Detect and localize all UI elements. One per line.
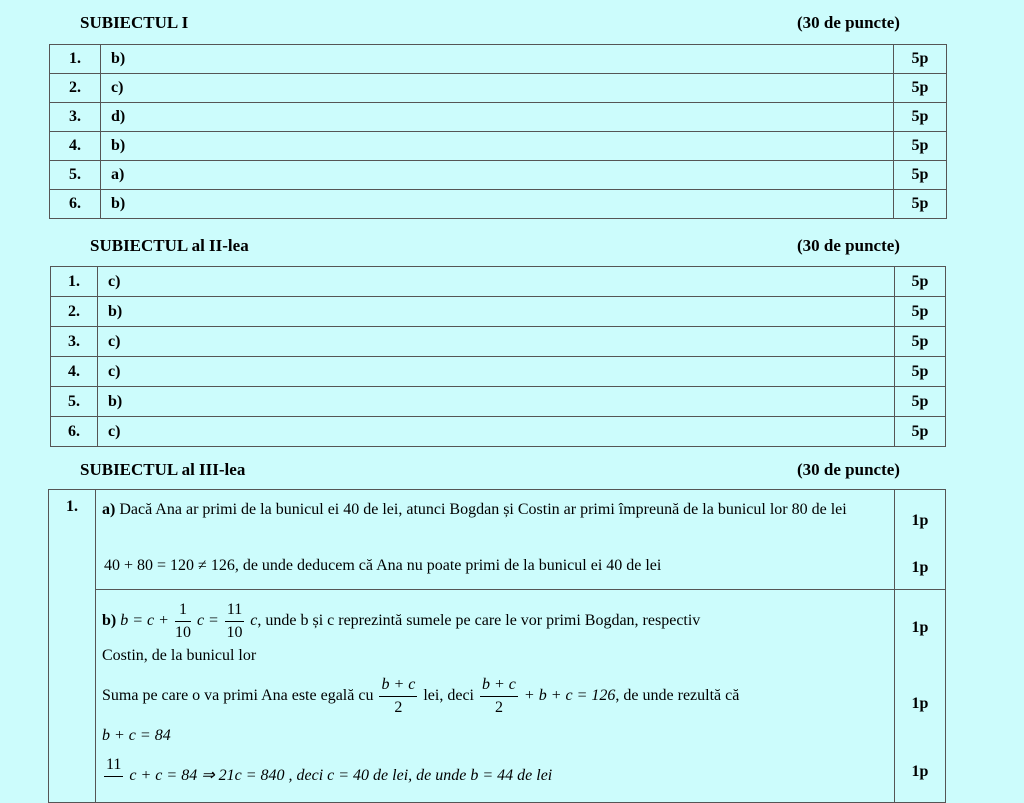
question-number: 5. bbox=[50, 161, 101, 190]
answer-points: 5p bbox=[895, 327, 946, 357]
answer-row bbox=[51, 417, 946, 447]
answer-points: 5p bbox=[894, 161, 947, 190]
section-2-title: SUBIECTUL al II-lea bbox=[90, 236, 249, 255]
answer-letter: c) bbox=[98, 417, 895, 447]
answer-letter: b) bbox=[101, 190, 894, 219]
frac1-num: 1 bbox=[175, 599, 191, 622]
answer-points: 5p bbox=[894, 45, 947, 74]
part-b-points-3: 1p bbox=[911, 763, 929, 780]
part-a-label: a) bbox=[102, 501, 116, 518]
answer-row bbox=[51, 357, 946, 387]
answer-row bbox=[50, 190, 947, 219]
answer-row bbox=[50, 103, 947, 132]
part-b-points-1: 1p bbox=[911, 619, 929, 636]
part-b-points-cell bbox=[895, 590, 946, 803]
question-number: 6. bbox=[51, 417, 98, 447]
answer-letter: c) bbox=[98, 357, 895, 387]
answer-points: 5p bbox=[894, 132, 947, 161]
answer-points: 5p bbox=[895, 297, 946, 327]
answer-row bbox=[51, 327, 946, 357]
part-a-equation: 40 + 80 = 120 ≠ 126 bbox=[104, 557, 235, 574]
answer-letter: b) bbox=[101, 45, 894, 74]
part-b-text-1: , unde b și c reprezintă sumele pe care le vor primi Bogdan, respectiv bbox=[257, 612, 701, 629]
part-b-line2-c: + b + c = 126 bbox=[523, 687, 616, 704]
answer-row bbox=[50, 132, 947, 161]
part-b-eq-mid: c = bbox=[196, 612, 219, 629]
frac2-num: 11 bbox=[225, 599, 244, 622]
answer-points: 5p bbox=[895, 267, 946, 297]
part-a-points-1: 1p bbox=[911, 512, 929, 529]
problem-number: 1. bbox=[49, 490, 96, 803]
answer-letter: c) bbox=[101, 74, 894, 103]
answer-points: 5p bbox=[894, 74, 947, 103]
answer-points: 5p bbox=[894, 103, 947, 132]
question-number: 2. bbox=[50, 74, 101, 103]
part-b-eq-end: c bbox=[250, 612, 258, 629]
answer-row bbox=[51, 297, 946, 327]
part-b-text-2: Costin, de la bunicul lor bbox=[102, 647, 257, 664]
answer-letter: b) bbox=[98, 387, 895, 417]
part-a-cell bbox=[96, 490, 895, 590]
part-b-line4: c + c = 84 ⇒ 21c = 840 , deci c = 40 de lei, de unde b = 44 de lei bbox=[129, 767, 553, 785]
part-b-line2-b: lei, deci bbox=[423, 687, 474, 704]
part-b-points-2: 1p bbox=[911, 695, 929, 712]
part-a-conclusion: , de unde deducem că Ana nu poate primi de la bunicul ei 40 de lei bbox=[234, 557, 662, 574]
part-b-line3: b + c = 84 bbox=[102, 727, 171, 744]
question-number: 6. bbox=[50, 190, 101, 219]
answer-letter: b) bbox=[98, 297, 895, 327]
section-3-points: (30 de puncte) bbox=[797, 460, 900, 479]
answer-letter: d) bbox=[101, 103, 894, 132]
section-2-table bbox=[50, 266, 946, 447]
question-number: 3. bbox=[50, 103, 101, 132]
answer-row bbox=[50, 161, 947, 190]
question-number: 1. bbox=[50, 45, 101, 74]
frac3-den: 2 bbox=[394, 698, 403, 716]
question-number: 1. bbox=[51, 267, 98, 297]
section-2-points: (30 de puncte) bbox=[797, 236, 900, 255]
question-number: 4. bbox=[50, 132, 101, 161]
answer-letter: b) bbox=[101, 132, 894, 161]
part-b-cell bbox=[96, 590, 895, 803]
frac5-num: 11 bbox=[104, 754, 123, 777]
section-3-title: SUBIECTUL al III-lea bbox=[80, 460, 246, 479]
frac3-num: b + c bbox=[379, 674, 417, 697]
answer-letter: a) bbox=[101, 161, 894, 190]
section-1-points: (30 de puncte) bbox=[797, 13, 900, 32]
answer-row bbox=[51, 267, 946, 297]
frac4-den: 2 bbox=[494, 698, 503, 716]
question-number: 5. bbox=[51, 387, 98, 417]
frac1-den: 10 bbox=[174, 623, 191, 641]
section-1-table bbox=[49, 44, 947, 219]
answer-points: 5p bbox=[895, 417, 946, 447]
answer-letter: c) bbox=[98, 267, 895, 297]
answer-row bbox=[51, 387, 946, 417]
part-b-line2-a: Suma pe care o va primi Ana este egală cu bbox=[102, 687, 374, 704]
question-number: 4. bbox=[51, 357, 98, 387]
part-b-eq-lead: b = c + bbox=[120, 612, 169, 629]
answer-points: 5p bbox=[895, 387, 946, 417]
answer-row bbox=[50, 74, 947, 103]
frac4-num: b + c bbox=[480, 674, 518, 697]
part-b-line2-d: , de unde rezultă că bbox=[615, 687, 740, 704]
part-a-points-cell bbox=[895, 490, 946, 590]
question-number: 2. bbox=[51, 297, 98, 327]
answer-points: 5p bbox=[894, 190, 947, 219]
part-a-points-2: 1p bbox=[911, 559, 929, 576]
section-3-table bbox=[48, 489, 946, 803]
answer-row bbox=[50, 45, 947, 74]
part-b-label: b) bbox=[102, 612, 117, 629]
section-1-title: SUBIECTUL I bbox=[80, 13, 189, 32]
answer-points: 5p bbox=[895, 357, 946, 387]
question-number: 3. bbox=[51, 327, 98, 357]
frac2-den: 10 bbox=[226, 623, 243, 641]
answer-letter: c) bbox=[98, 327, 895, 357]
part-a-text: Dacă Ana ar primi de la bunicul ei 40 de lei, atunci Bogdan și Costin ar primi împreună de la bunicul lor 80 de lei bbox=[119, 501, 847, 518]
